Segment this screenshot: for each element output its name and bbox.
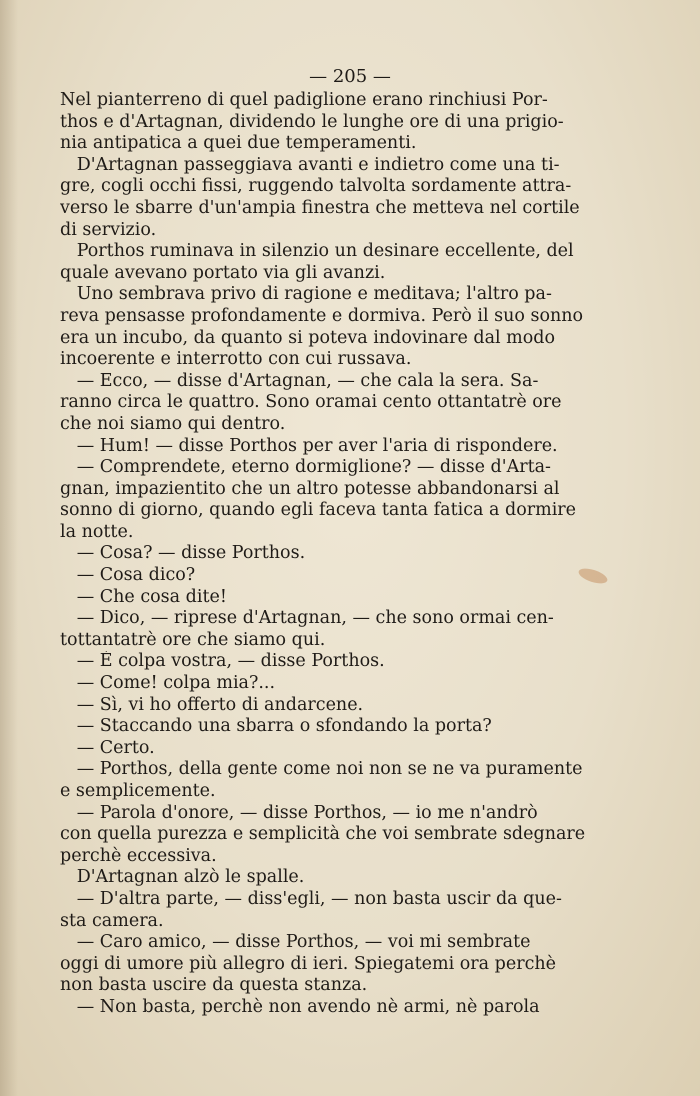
text-line: reva pensasse profondamente e dormiva. Però il suo sonno	[60, 305, 584, 326]
text-line: con quella purezza e semplicità che voi sembrate sdegnare	[60, 824, 586, 845]
text-line: D'Artagnan passeggiava avanti e indietro come una ti-	[60, 154, 560, 175]
text-line: — Staccando una sbarra o sfondando la porta?	[60, 716, 492, 737]
text-line: — D'altra parte, — diss'egli, — non basta uscir da que-	[60, 888, 562, 909]
text-line: ranno circa le quattro. Sono oramai cento ottantatrè ore	[60, 392, 562, 413]
text-line: quale avevano portato via gli avanzi.	[60, 262, 386, 283]
text-line: — Certo.	[60, 737, 155, 758]
text-line: tottantatrè ore che siamo qui.	[60, 629, 326, 650]
text-line: thos e d'Artagnan, dividendo le lunghe ore di una prigio-	[60, 111, 564, 132]
text-line: e semplicemente.	[60, 781, 216, 801]
text-line: — È colpa vostra, — disse Porthos.	[60, 651, 385, 672]
text-line: — Cosa? — disse Porthos.	[60, 543, 306, 564]
text-line: D'Artagnan alzò le spalle.	[60, 867, 305, 888]
text-line: — Porthos, della gente come noi non se ne va puramente	[60, 759, 583, 780]
text-line: — Ecco, — disse d'Artagnan, — che cala la sera. Sa-	[60, 370, 539, 391]
text-line: era un incubo, da quanto si poteva indovinare dal modo	[60, 327, 556, 348]
text-line: — Caro amico, — disse Porthos, — voi mi sembrate	[60, 932, 531, 953]
text-line: verso le sbarre d'un'ampia finestra che metteva nel cortile	[60, 197, 580, 218]
text-line: non basta uscire da questa stanza.	[60, 975, 368, 996]
text-line: la notte.	[60, 521, 134, 542]
text-line: — Non basta, perchè non avendo nè armi, nè parola	[60, 996, 540, 1017]
text-line: Porthos ruminava in silenzio un desinare eccellente, del	[60, 241, 574, 262]
text-line: che noi siamo qui dentro.	[60, 413, 286, 434]
text-line: — Hum! — disse Porthos per aver l'aria di rispondere.	[60, 435, 558, 456]
text-line: — Comprendete, eterno dormiglione? — disse d'Arta-	[60, 457, 551, 478]
text-line: sta camera.	[60, 910, 164, 931]
text-line: — Sì, vi ho offerto di andarcene.	[60, 694, 364, 715]
body-text	[60, 90, 622, 1019]
page-number: — 205 —	[309, 66, 391, 87]
text-line: incoerente e interrotto con cui russava.	[60, 349, 412, 370]
text-line: di servizio.	[60, 219, 157, 240]
text-line: perchè eccessiva.	[60, 845, 217, 866]
page-edge-shadow	[0, 0, 18, 1096]
text-line: gre, cogli occhi fissi, ruggendo talvolta sordamente attra-	[60, 176, 572, 197]
text-line: — Come! colpa mia?...	[60, 673, 276, 694]
text-line: — Dico, — riprese d'Artagnan, — che sono ormai cen-	[60, 608, 554, 629]
text-line: sonno di giorno, quando egli faceva tanta fatica a dormire	[60, 500, 577, 521]
text-line: nia antipatica a quei due temperamenti.	[60, 133, 417, 154]
text-line: — Parola d'onore, — disse Porthos, — io me n'andrò	[60, 802, 538, 823]
text-line: Uno sembrava privo di ragione e meditava; l'altro pa-	[60, 284, 552, 305]
text-line: — Che cosa dite!	[60, 586, 227, 607]
text-line: Nel pianterreno di quel padiglione erano rinchiusi Por-	[60, 90, 548, 110]
text-line: — Cosa dico?	[60, 565, 196, 586]
text-line: oggi di umore più allegro di ieri. Spiegatemi ora perchè	[60, 953, 557, 974]
text-line: gnan, impazientito che un altro potesse abbandonarsi al	[60, 478, 560, 499]
